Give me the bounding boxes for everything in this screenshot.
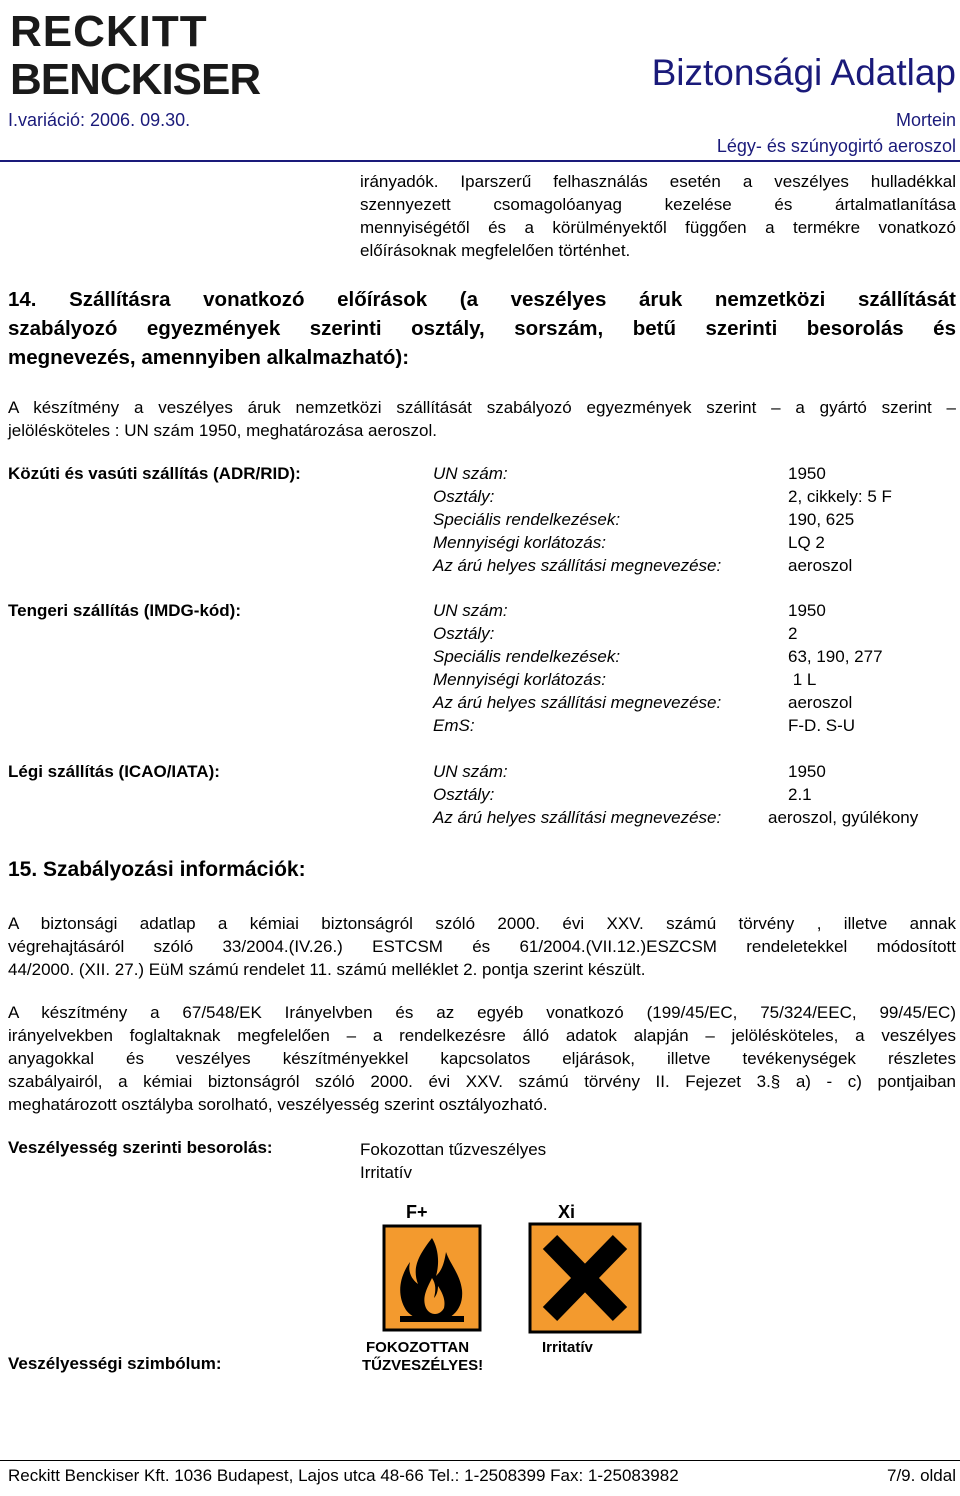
- row-label: UN szám:: [433, 762, 508, 781]
- product-name: Mortein: [895, 110, 956, 130]
- section-14-intro: [8, 396, 956, 442]
- row-value: LQ 2: [788, 533, 825, 552]
- regulation-paragraph-1: [8, 912, 956, 981]
- row-label: Az árú helyes szállítási megnevezése:: [433, 693, 722, 712]
- document-title: Biztonsági Adatlap: [651, 52, 956, 93]
- section-14-heading: [8, 285, 956, 372]
- text-line: jelölésköteles : UN szám 1950, meghatározása aeroszol.: [8, 421, 437, 440]
- row-label: Mennyiségi korlátozás:: [433, 533, 606, 552]
- row-label: EmS:: [433, 716, 475, 735]
- disposal-continuation: [360, 170, 956, 262]
- transport-mode-label: Közúti és vasúti szállítás (ADR/RID):: [8, 464, 301, 483]
- svg-text:F+: F+: [406, 1202, 428, 1222]
- company-logo: [8, 6, 290, 98]
- version-date: I.variáció: 2006. 09.30.: [8, 110, 191, 130]
- row-value: F-D. S-U: [788, 716, 856, 735]
- row-label: UN szám:: [433, 601, 508, 620]
- text-line: A készítmény a 67/548/EK Irányelvben és az egyéb vonatkozó (199/45/EC, 75/324/EEC, 99/45/EC): [8, 1003, 956, 1022]
- text-line: irányelvekben foglaltaknak megfelelően – a rendelkezésre álló adatok alapján – jelölésköteles, a veszélyes: [8, 1026, 956, 1045]
- row-label: Osztály:: [433, 487, 495, 506]
- row-label: Osztály:: [433, 785, 495, 804]
- row-value: 2: [788, 624, 798, 643]
- row-value: 1950: [788, 464, 826, 483]
- text-line: előírásoknak megfelelően történhet.: [360, 241, 631, 260]
- product-subtitle: Légy- és szúnyogirtó aeroszol: [716, 136, 956, 156]
- svg-text:Irritatív: Irritatív: [542, 1339, 593, 1356]
- row-value: 2.1: [788, 785, 812, 804]
- company-address: Reckitt Benckiser Kft. 1036 Budapest, Lajos utca 48-66 Tel.: 1-2508399 Fax: 1-25083982: [8, 1466, 679, 1485]
- regulation-paragraph-2: [8, 1001, 956, 1116]
- text-line: irányadók. Iparszerű felhasználás esetén a veszélyes hulladékkal: [360, 172, 956, 191]
- footer-divider: [0, 1460, 960, 1461]
- text-line: szennyezett csomagolóanyag kezelése és ártalmatlanítása: [360, 195, 956, 214]
- irritant-symbol: [522, 1198, 662, 1376]
- row-value: aeroszol: [788, 693, 853, 712]
- hazard-symbol-label: Veszélyességi szimbólum:: [8, 1354, 222, 1373]
- section-15-heading: 15. Szabályozási információk:: [8, 858, 306, 881]
- row-value: 190, 625: [788, 510, 855, 529]
- row-value: aeroszol, gyúlékony: [768, 808, 919, 827]
- row-label: Speciális rendelkezések:: [433, 647, 621, 666]
- flammable-symbol: [358, 1198, 498, 1376]
- row-value: 1950: [788, 601, 826, 620]
- text-line: 44/2000. (XII. 27.) EüM számú rendelet 11. számú melléklet 2. pontja szerint készült.: [8, 960, 646, 979]
- svg-text:FOKOZOTTAN: FOKOZOTTAN: [366, 1339, 470, 1356]
- svg-text:Xi: Xi: [558, 1202, 576, 1222]
- text-line: meghatározott osztályba sorolható, veszélyesség szerint osztályozható.: [8, 1095, 548, 1114]
- transport-mode-label: Tengeri szállítás (IMDG-kód):: [8, 601, 241, 620]
- hazard-classification-label: Veszélyesség szerinti besorolás:: [8, 1138, 273, 1157]
- row-label: Az árú helyes szállítási megnevezése:: [433, 556, 722, 575]
- row-value: 63, 190, 277: [788, 647, 883, 666]
- row-label: Speciális rendelkezések:: [433, 510, 621, 529]
- transport-mode-label: Légi szállítás (ICAO/IATA):: [8, 762, 220, 781]
- row-value: 1 L: [788, 670, 817, 689]
- classification-value: Irritatív: [360, 1163, 412, 1182]
- heading-line: megnevezés, amennyiben alkalmazható):: [8, 346, 410, 369]
- heading-line: 14. Szállításra vonatkozó előírások (a veszélyes áruk nemzetközi szállítását: [8, 288, 956, 311]
- row-value: 2, cikkely: 5 F: [788, 487, 892, 506]
- svg-text:TŰZVESZÉLYES!: TŰZVESZÉLYES!: [362, 1357, 484, 1374]
- row-label: Mennyiségi korlátozás:: [433, 670, 606, 689]
- heading-line: szabályozó egyezmények szerinti osztály, sorszám, betű szerinti besorolás és: [8, 317, 956, 340]
- row-label: UN szám:: [433, 464, 508, 483]
- page-number: 7/9. oldal: [887, 1466, 956, 1485]
- svg-text:RECKITT: RECKITT: [10, 7, 208, 56]
- svg-text:BENCKISER: BENCKISER: [10, 55, 261, 98]
- row-label: Az árú helyes szállítási megnevezése:: [433, 808, 722, 827]
- text-line: anyagokkal és veszélyes készítményekkel kapcsolatos eljárások, illetve tevékenységek részletes: [8, 1049, 956, 1068]
- text-line: szabályairól, a kémiai biztonságról szóló 2000. évi XXV. számú törvény II. Fejezet 3.§ a) - c) pontjaiban: [8, 1072, 956, 1091]
- text-line: A biztonsági adatlap a kémiai biztonságról szóló 2000. évi XXV. számú törvény , illetve annak: [8, 914, 956, 933]
- text-line: mennyiségétől és a körülményektől függően a termékre vonatkozó: [360, 218, 956, 237]
- row-value: aeroszol: [788, 556, 853, 575]
- row-label: Osztály:: [433, 624, 495, 643]
- hazard-classification-values: [360, 1138, 546, 1184]
- classification-value: Fokozottan tűzveszélyes: [360, 1140, 547, 1159]
- text-line: végrehajtásáról szóló 33/2004.(IV.26.) ESTCSM és 61/2004.(VII.12.)ESZCSM rendeletekkel módosított: [8, 937, 956, 956]
- header-divider: [0, 160, 960, 162]
- text-line: A készítmény a veszélyes áruk nemzetközi szállítását szabályozó egyezmények szerint – a gyártó szerint –: [8, 398, 956, 417]
- row-value: 1950: [788, 762, 826, 781]
